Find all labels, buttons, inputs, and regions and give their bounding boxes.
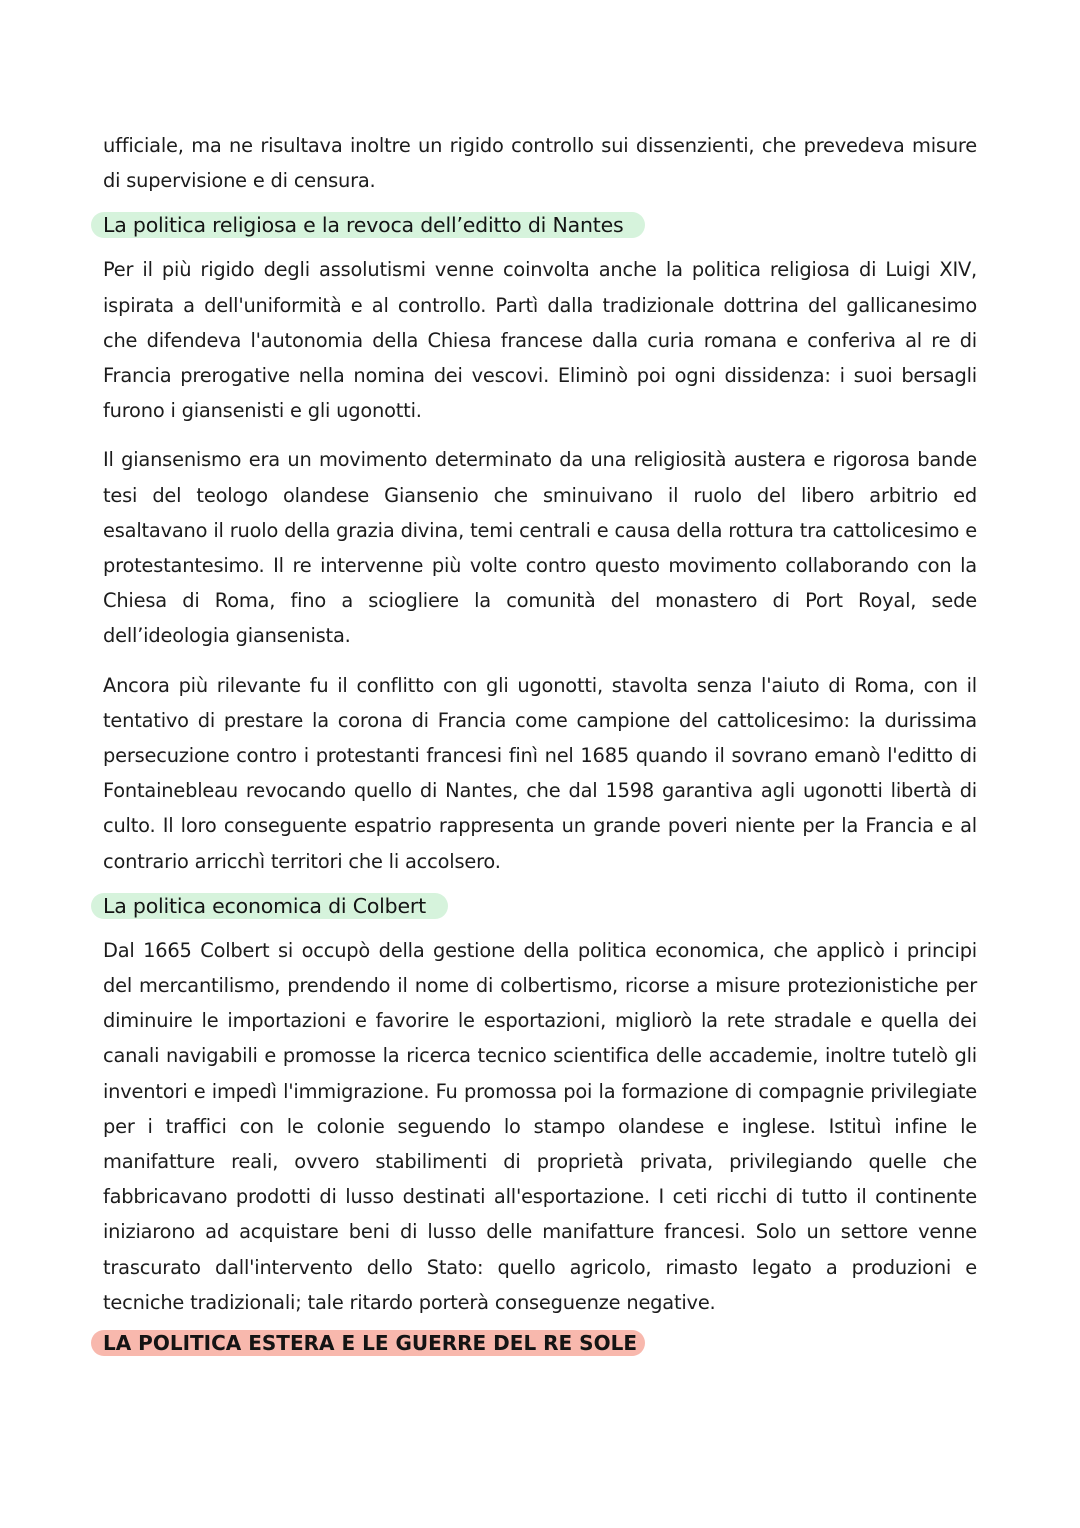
- paragraph-giansenismo: Il giansenismo era un movimento determinato da una religiosità austera e rigorosa bande tesi del teologo olandese Giansenio che sminuivano il ruolo del libero arbitrio ed esaltavano il ruolo della grazia divina, temi centrali e causa della rottura tra cattolicesimo e protestantesimo. Il re intervenne più volte contro questo movimento collaborando con la Chiesa di Roma, fino a sciogliere la comunità del monastero di Port Royal, sede dell’ideologia giansenista.: [103, 448, 977, 648]
- paragraph-gallicanesimo: Per il più rigido degli assolutismi venne coinvolta anche la politica religiosa di Luigi XIV, ispirata a dell'uniformità e al controllo. Partì dalla tradizionale dottrina del gallicanesimo che difendeva l'autonomia della Chiesa francese dalla curia romana e conferiva al re di Francia prerogative nella nomina dei vescovi. Eliminò poi ogni dissidenza: i suoi bersagli furono i giansenisti e gli ugonotti.: [103, 258, 977, 423]
- heading-wrapper: [103, 212, 977, 252]
- paragraph-censura-intro: ufficiale, ma ne risultava inoltre un rigido controllo sui dissenzienti, che prevedeva misure di supervisione e di censura.: [103, 134, 977, 193]
- paragraph-ugonotti: Ancora più rilevante fu il conflitto con gli ugonotti, stavolta senza l'aiuto di Roma, con il tentativo di prestare la corona di Francia come campione del cattolicesimo: la durissima persecuzione contro i protestanti francesi finì nel 1685 quando il sovrano emanò l'editto di Fontainebleau revocando quello di Nantes, che dal 1598 garantiva agli ugonotti libertà di culto. Il loro conseguente espatrio rappresenta un grande poveri niente per la Francia e al contrario arricchì territori che li accolsero.: [103, 673, 977, 873]
- paragraph-colbertismo: Dal 1665 Colbert si occupò della gestione della politica economica, che applicò i principi del mercantilismo, prendendo il nome di colbertismo, ricorse a misure protezionistiche per diminuire le importazioni e favorire le esportazioni, migliorò la rete stradale e quella dei canali navigabili e promosse la ricerca tecnico scientifica delle accademie, inoltre tutelò gli inventori e impedì l'immigrazione. Fu promossa poi la formazione di compagnie privilegiate per i traffici con le colonie seguendo lo stampo olandese e inglese. Istituì infine le manifatture reali, ovvero stabilimenti di proprietà privata, privilegiando quelle che fabbricavano prodotti di lusso destinati all'esportazione. I ceti ricchi di tutto il continente iniziarono ad acquistare beni di lusso delle manifatture francesi. Solo un settore venne trascurato dall'intervento dello Stato: quello agricolo, rimasto legato a produzioni e tecniche tradizionali; tale ritardo porterà conseguenze negative.: [103, 938, 977, 1314]
- document-page: [103, 128, 977, 1370]
- heading-wrapper: [103, 1331, 977, 1370]
- chapter-heading-politica-estera: LA POLITICA ESTERA E LE GUERRE DEL RE SOLE: [91, 1330, 645, 1356]
- section-heading-politica-religiosa: La politica religiosa e la revoca dell’editto di Nantes: [91, 212, 645, 238]
- heading-wrapper: [103, 893, 977, 933]
- section-heading-politica-economica: La politica economica di Colbert: [91, 893, 448, 919]
